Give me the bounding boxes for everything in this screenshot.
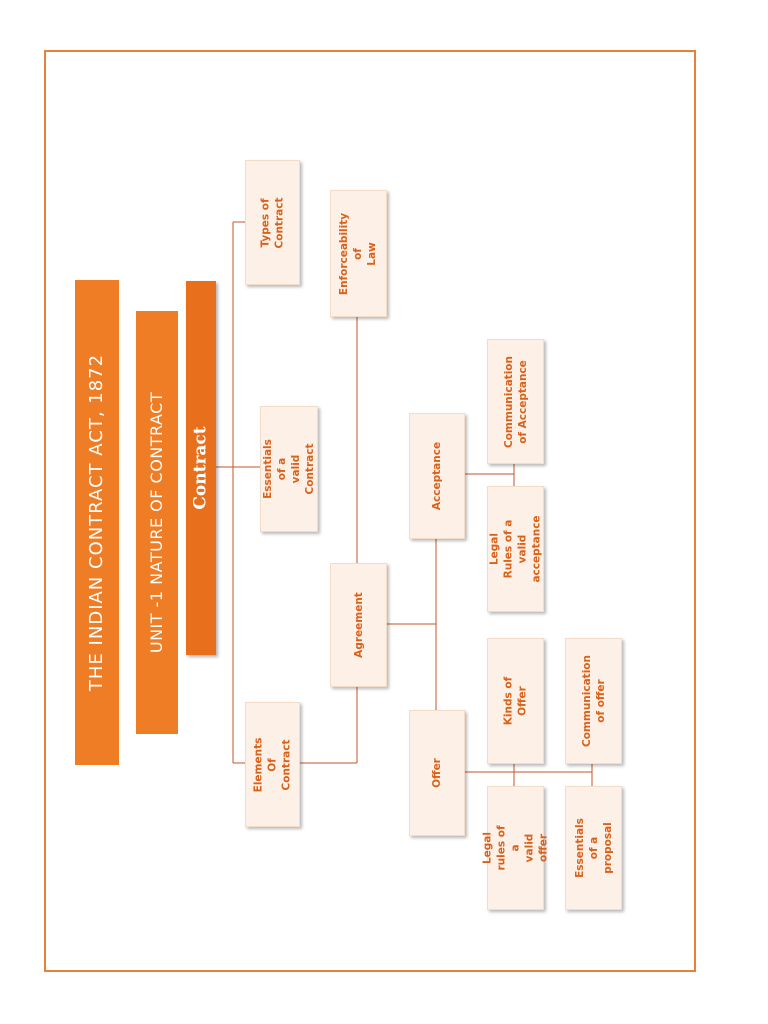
node-elements-of-contract-label: Elements Of Contract bbox=[252, 737, 293, 792]
node-essentials-of-proposal bbox=[565, 786, 622, 910]
node-elements-of-contract bbox=[245, 702, 300, 827]
node-types-of-contract bbox=[245, 160, 300, 285]
node-legal-rules-valid-acceptance-label: Legal Rules of a valid acceptance bbox=[488, 515, 543, 583]
root-node-label: Contract bbox=[191, 426, 212, 510]
node-essentials-valid-contract bbox=[260, 406, 318, 532]
node-communication-of-offer bbox=[565, 638, 622, 764]
node-agreement bbox=[330, 563, 387, 687]
node-types-of-contract-label: Types of Contract bbox=[259, 197, 286, 248]
node-kinds-of-offer bbox=[487, 638, 544, 764]
node-communication-of-acceptance bbox=[487, 339, 544, 464]
node-offer-label: Offer bbox=[430, 758, 443, 788]
node-enforceability-of-law-label: Enforceability of Law bbox=[338, 212, 379, 295]
node-essentials-valid-contract-label: Essentials of a valid Contract bbox=[262, 439, 317, 499]
node-essentials-of-proposal-label: Essentials of a proposal bbox=[573, 818, 614, 878]
node-communication-of-offer-label: Communication of offer bbox=[580, 655, 607, 747]
node-acceptance-label: Acceptance bbox=[431, 441, 444, 511]
page-title: THE INDIAN CONTRACT ACT, 1872 bbox=[86, 353, 108, 692]
unit-banner bbox=[136, 311, 178, 734]
node-legal-rules-valid-offer bbox=[481, 786, 550, 910]
node-legal-rules-valid-offer-label: Legal rules of a valid offer bbox=[481, 825, 550, 871]
node-agreement-label: Agreement bbox=[352, 592, 365, 658]
node-enforceability-of-law bbox=[330, 190, 387, 317]
unit-title: UNIT -1 NATURE OF CONTRACT bbox=[147, 391, 167, 654]
title-banner bbox=[75, 280, 119, 765]
node-offer bbox=[409, 710, 465, 836]
node-acceptance bbox=[409, 413, 465, 539]
node-communication-of-acceptance-label: Communication of Acceptance bbox=[502, 355, 529, 448]
root-node bbox=[186, 281, 216, 655]
node-kinds-of-offer-label: Kinds of Offer bbox=[502, 676, 529, 726]
node-legal-rules-valid-acceptance bbox=[487, 486, 544, 612]
